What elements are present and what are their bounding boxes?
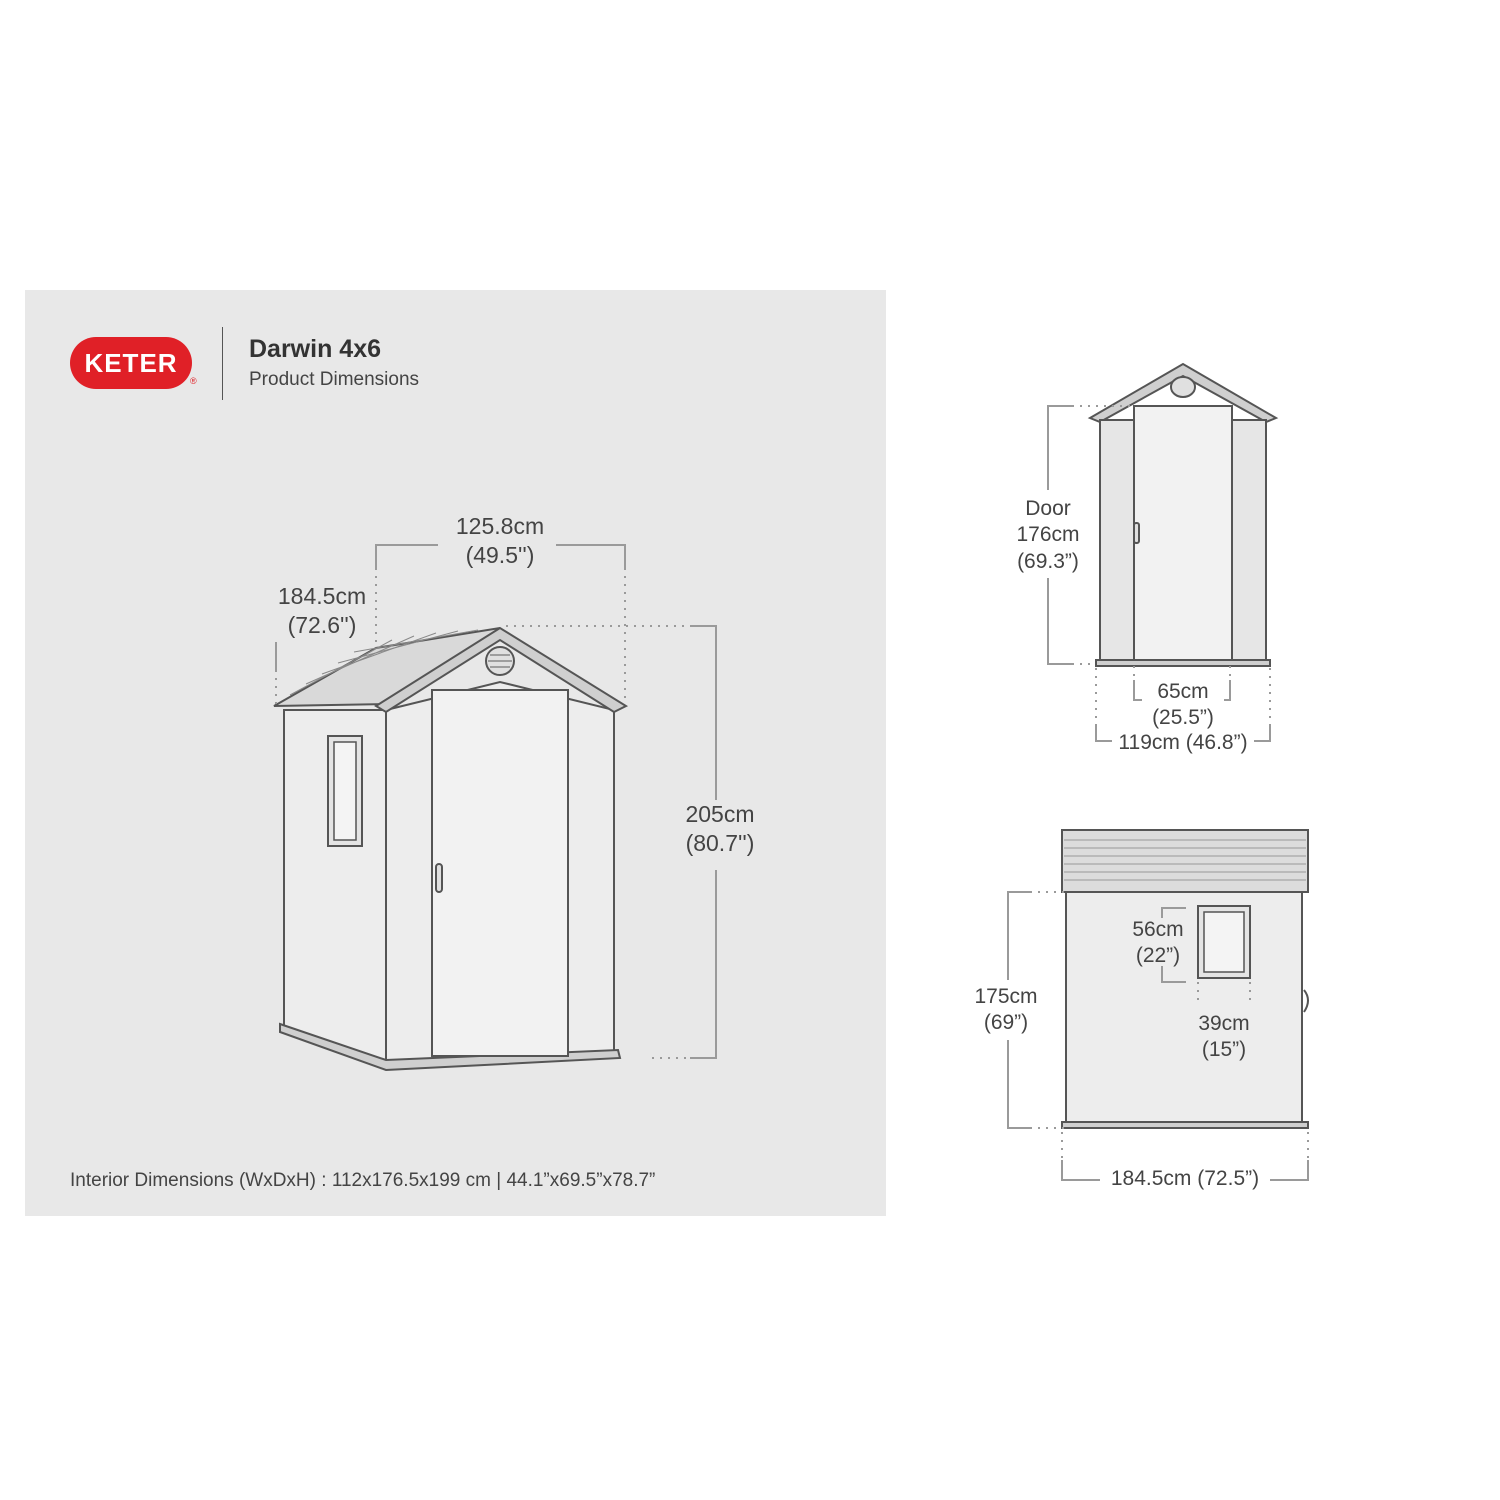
front-door-height-in: (69.3”) (1017, 549, 1079, 573)
perspective-height-cm: 205cm (685, 801, 755, 827)
side-wall-height-label (964, 984, 1048, 1037)
interior-dimensions: Interior Dimensions (WxDxH) : 112x176.5x199 cm | 44.1”x69.5”x78.7” (70, 1170, 656, 1191)
perspective-width-cm: 125.8cm (455, 513, 545, 539)
perspective-width-label (440, 512, 560, 570)
product-title: Darwin 4x6 (249, 335, 382, 363)
perspective-height-in: (80.7'') (685, 829, 755, 856)
perspective-depth-cm: 184.5cm (277, 583, 367, 609)
front-view-base (1096, 660, 1270, 666)
side-window-height-label (1120, 917, 1196, 970)
front-view-shed (1090, 364, 1276, 666)
side-window-height-in: (22”) (1135, 944, 1181, 968)
perspective-depth-in: (72.6'') (287, 611, 357, 638)
perspective-height-label (664, 800, 776, 858)
front-door-width-label (1140, 679, 1226, 732)
front-total-width-label: 119cm (46.8”) (1118, 731, 1248, 754)
front-view-door (1134, 406, 1232, 662)
side-view-shed (1062, 830, 1308, 1128)
front-door-width-in: (25.5”) (1152, 706, 1214, 730)
side-view-base (1062, 1122, 1308, 1128)
front-view-side-panel-left (1100, 420, 1134, 662)
side-window-width-cm: 39cm (1198, 1012, 1250, 1035)
front-view-vent (1171, 377, 1195, 397)
logo-text: KETER (84, 347, 178, 378)
side-view-window-inner (1204, 912, 1244, 972)
perspective-shed (274, 628, 626, 1070)
side-wall-height-in: (69”) (983, 1011, 1029, 1035)
front-door-height-cm: 176cm (1016, 523, 1080, 547)
side-view-roof (1062, 830, 1308, 892)
perspective-window-inner (334, 742, 356, 840)
perspective-width-in: (49.5'') (465, 541, 535, 568)
perspective-depth-label (262, 582, 382, 640)
side-window-width-in: (15”) (1201, 1038, 1247, 1062)
perspective-door (432, 690, 568, 1056)
registered-mark: ® (190, 376, 197, 386)
side-window-width-label (1186, 1011, 1262, 1064)
front-door-height-label (1000, 496, 1096, 575)
front-view-door-handle (1134, 523, 1139, 543)
front-door-label: Door (1025, 497, 1071, 520)
side-wall-height-cm: 175cm (974, 985, 1038, 1008)
product-subtitle: Product Dimensions (249, 369, 420, 390)
side-total-depth-label: 184.5cm (72.5”) (1110, 1167, 1260, 1190)
side-view-door-handle (1304, 990, 1308, 1012)
side-window-height-cm: 56cm (1132, 918, 1184, 941)
front-view-side-panel-right (1232, 420, 1266, 662)
front-door-width-cm: 65cm (1157, 680, 1209, 703)
perspective-door-handle (436, 864, 442, 892)
